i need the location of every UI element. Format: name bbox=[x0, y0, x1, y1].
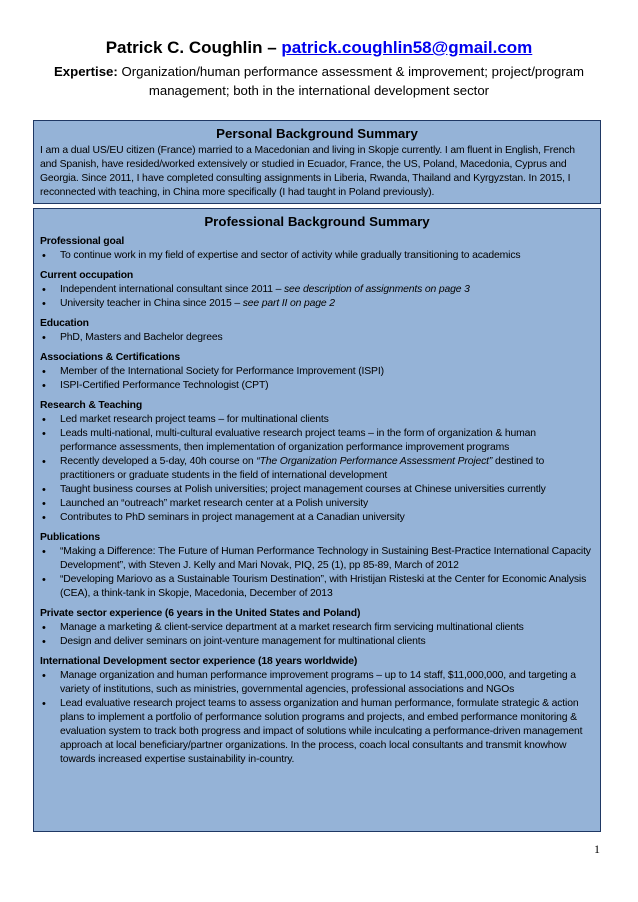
personal-background-box bbox=[33, 120, 601, 204]
section-title-occupation: Current occupation bbox=[40, 270, 134, 281]
item-text: Recently developed a 5-day, 40h course on bbox=[60, 456, 257, 467]
expertise-label: Expertise: bbox=[54, 64, 118, 79]
email-link[interactable]: patrick.coughlin58@gmail.com bbox=[281, 38, 533, 57]
section-title-private-sector: Private sector experience (6 years in the United States and Poland) bbox=[40, 608, 361, 619]
list-item: • Led market research project teams – for multinational clients bbox=[40, 413, 594, 427]
associations-list bbox=[40, 365, 594, 393]
resume-title bbox=[0, 38, 638, 58]
section-title-international: International Development sector experience (18 years worldwide) bbox=[40, 656, 358, 667]
expertise-line bbox=[30, 62, 608, 100]
list-item bbox=[40, 297, 594, 311]
education-list bbox=[40, 331, 594, 345]
section-title-publications: Publications bbox=[40, 532, 100, 543]
list-item bbox=[40, 283, 594, 297]
list-item: • Manage a marketing & client-service department at a market research firm servicing multinational clients bbox=[40, 621, 594, 635]
personal-background-text: I am a dual US/EU citizen (France) married to a Macedonian and living in Skopje currently. I am fluent in English, French and Spanish, have resided/worked extensively or studied in Ecuador, France, the US, Poland, Macedonia, Cyprus and Georgia. Since 2011, I have completed consulting assignments in Liberia, Rwanda, Thailand and Kyrgyzstan. In 2015, I reconnected with teaching, in China more specifically (I had taught in Poland previously). bbox=[40, 145, 575, 198]
private-sector-list bbox=[40, 621, 594, 649]
list-item: • ISPI-Certified Performance Technologist (CPT) bbox=[40, 379, 594, 393]
list-item: • Contributes to PhD seminars in project management at a Canadian university bbox=[40, 511, 594, 525]
occupation-list bbox=[40, 283, 594, 311]
item-text: Independent international consultant since 2011 – bbox=[60, 284, 284, 295]
list-item: • Taught business courses at Polish universities; project management courses at Chinese universities currently bbox=[40, 483, 594, 497]
section-title-goal: Professional goal bbox=[40, 236, 125, 247]
goal-list bbox=[40, 249, 594, 263]
list-item: • Member of the International Society for Performance Improvement (ISPI) bbox=[40, 365, 594, 379]
list-item: • Design and deliver seminars on joint-venture management for multinational clients bbox=[40, 635, 594, 649]
professional-background-title: Professional Background Summary bbox=[204, 214, 430, 229]
publications-list bbox=[40, 545, 594, 601]
list-item: • Leads multi-national, multi-cultural evaluative research project teams – in the form of organization & human performance assessments, then implementation of organization performance improvement programs bbox=[40, 427, 594, 455]
list-item: • Lead evaluative research project teams to assess organization and human performance, formulate strategic & action plans to implement a portfolio of performance solution programs and projects, and embed performance monitoring & evaluation system to track both progress and impact of solutions while inculcating a performance-driven management approach at local beneficiary/partner organizations. In the process, coach local consultants and transmit knowhow towards increased expertise sustainability in-country. bbox=[40, 697, 594, 767]
list-item: • “Making a Difference: The Future of Human Performance Technology in Sustaining Best-Practice International Capacity Development”, with Steven J. Kelly and Mari Novak, PIQ, 25 (1), pp 85-89, March of 2012 bbox=[40, 545, 594, 573]
section-title-associations: Associations & Certifications bbox=[40, 352, 180, 363]
list-item: • To continue work in my field of expertise and sector of activity while gradually transitioning to academics bbox=[40, 249, 594, 263]
list-item: • “Developing Mariovo as a Sustainable Tourism Destination”, with Hristijan Risteski at the Center for Economic Analysis (CEA), a think-tank in Skopje, Macedonia, December of 2013 bbox=[40, 573, 594, 601]
list-item: • Launched an “outreach” market research center at a Polish university bbox=[40, 497, 594, 511]
expertise-text: Organization/human performance assessment & improvement; project/program management; both in the international development sector bbox=[117, 64, 584, 98]
section-title-research: Research & Teaching bbox=[40, 400, 143, 411]
item-reference: see description of assignments on page 3 bbox=[283, 284, 470, 295]
international-list bbox=[40, 669, 594, 767]
list-item bbox=[40, 455, 594, 483]
personal-background-title: Personal Background Summary bbox=[216, 126, 418, 141]
item-text: University teacher in China since 2015 – bbox=[60, 298, 243, 309]
list-item: • PhD, Masters and Bachelor degrees bbox=[40, 331, 594, 345]
item-text: destined to practitioners or graduate students in the field of international development bbox=[60, 456, 545, 481]
author-name: Patrick C. Coughlin – bbox=[105, 38, 282, 57]
professional-background-box bbox=[33, 208, 601, 832]
section-title-education: Education bbox=[40, 318, 89, 329]
page-number: 1 bbox=[594, 842, 600, 856]
list-item: • Manage organization and human performance improvement programs – up to 14 staff, $11,000,000, and targeting a variety of institutions, such as ministries, governmental agencies, professional associations and NGOs bbox=[40, 669, 594, 697]
course-title: “The Organization Performance Assessment Project” bbox=[256, 456, 493, 467]
research-list bbox=[40, 413, 594, 525]
item-reference: see part II on page 2 bbox=[242, 298, 335, 309]
